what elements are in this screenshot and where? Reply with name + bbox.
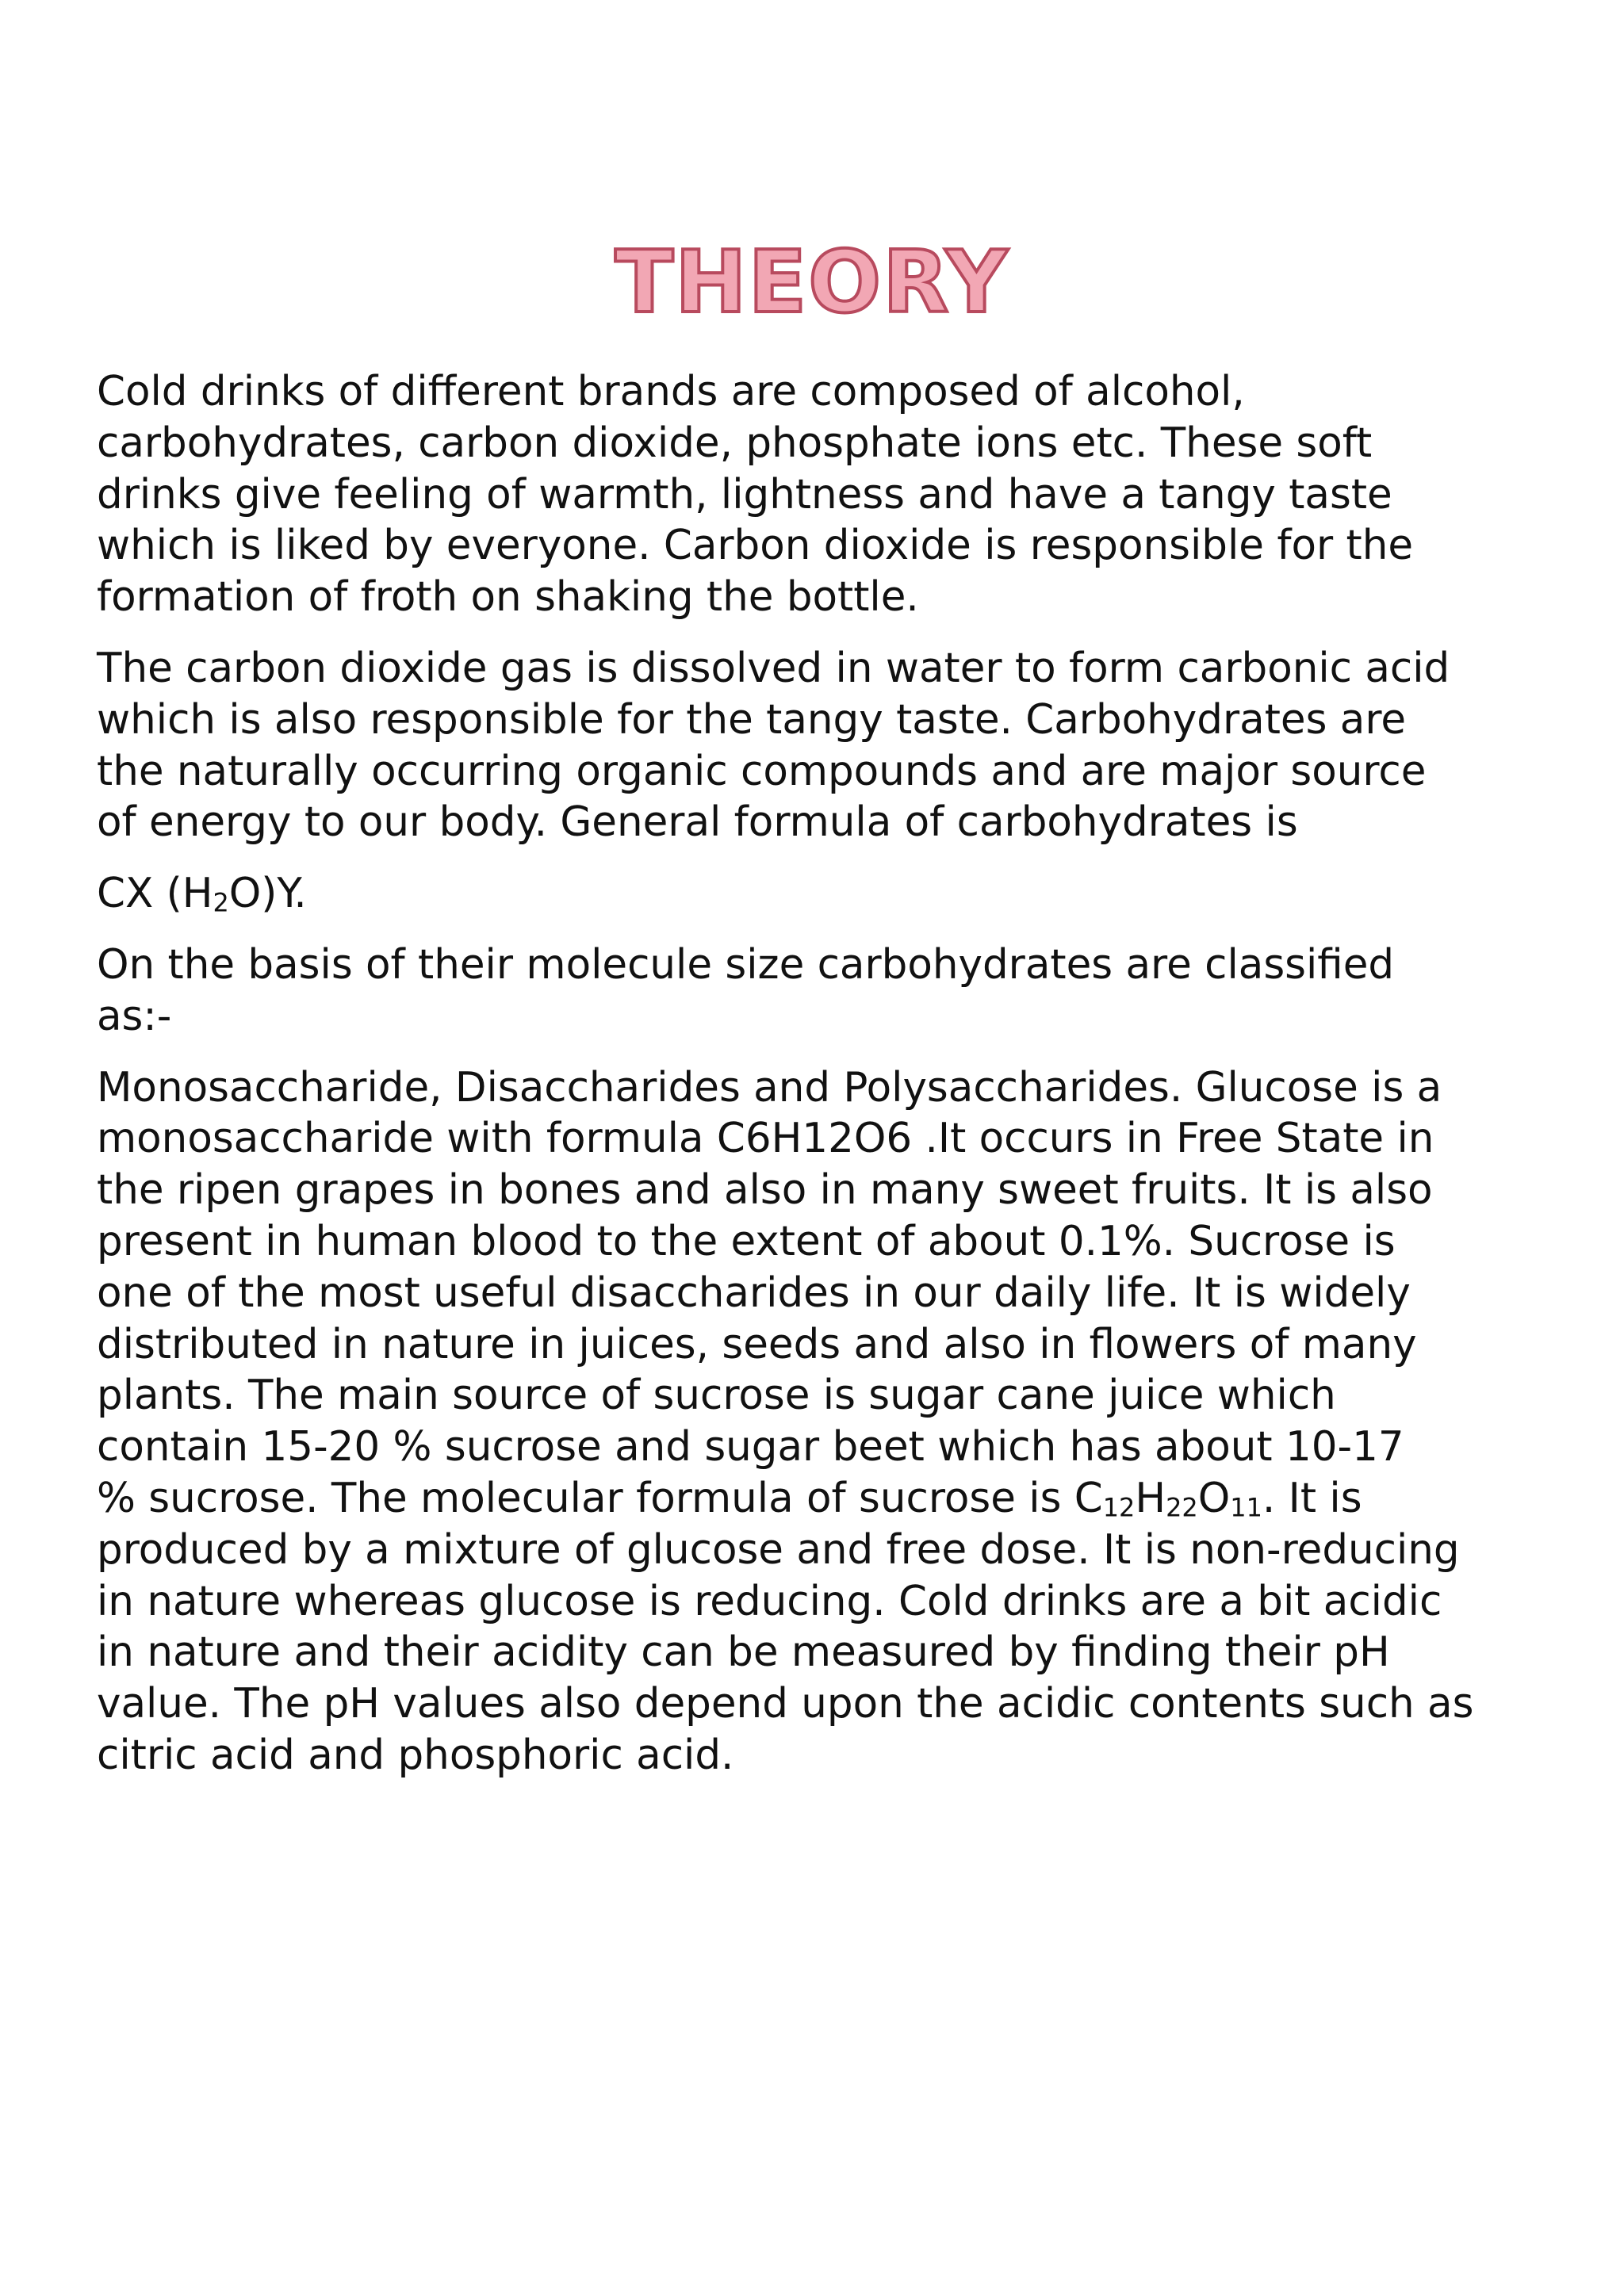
text-line: monosaccharide with formula C6H12O6 .It occurs in Free State in: [97, 1115, 1434, 1163]
text-line: plants. The main source of sucrose is sugar cane juice which: [97, 1372, 1336, 1420]
text-line: value. The pH values also depend upon the acidic contents such as: [97, 1680, 1474, 1728]
text-line: the ripen grapes in bones and also in many sweet fruits. It is also: [97, 1166, 1433, 1215]
sucrose-formula-line: [97, 1473, 1588, 1525]
paragraph-carbonic-acid: [97, 643, 1588, 848]
paragraph-saccharides: [97, 1062, 1588, 1781]
text-line: Cold drinks of different brands are composed of alcohol,: [97, 368, 1245, 415]
text-line: The carbon dioxide gas is dissolved in water to form carbonic acid: [97, 644, 1450, 692]
text-line: in nature and their acidity can be measured by finding their pH: [97, 1628, 1390, 1677]
page-title: THEORY: [615, 233, 1009, 332]
text-line: carbohydrates, carbon dioxide, phosphate ions etc. These soft: [97, 419, 1373, 467]
paragraph-classification: [97, 939, 1588, 1043]
document-body: [97, 366, 1588, 1801]
text-line: one of the most useful disaccharides in our daily life. It is widely: [97, 1269, 1411, 1317]
formula-subscript: 12: [1102, 1492, 1136, 1523]
text-line: produced by a mixture of glucose and free dose. It is non-reducing: [97, 1525, 1460, 1574]
formula-text: H: [1135, 1474, 1166, 1522]
text-line: which is also responsible for the tangy taste. Carbohydrates are: [97, 695, 1407, 744]
text-line: contain 15-20 % sucrose and sugar beet which has about 10-17: [97, 1423, 1404, 1471]
paragraph-general-formula: [97, 868, 1588, 920]
text-line: distributed in nature in juices, seeds and also in flowers of many: [97, 1320, 1417, 1368]
text-line: the naturally occurring organic compounds and are major source: [97, 747, 1427, 795]
text-line: formation of froth on shaking the bottle.: [97, 573, 919, 622]
formula-text: O: [1197, 1474, 1231, 1522]
paragraph-composition: [97, 366, 1588, 623]
text-line: present in human blood to the extent of about 0.1%. Sucrose is: [97, 1217, 1396, 1265]
text-line: in nature whereas glucose is reducing. Cold drinks are a bit acidic: [97, 1577, 1442, 1625]
formula-line: [97, 868, 1588, 920]
formula-subscript: 2: [213, 887, 229, 918]
text-line: which is liked by everyone. Carbon dioxide is responsible for the: [97, 522, 1414, 570]
formula-text: % sucrose. The molecular formula of sucrose is C: [97, 1474, 1103, 1522]
formula-text: CX (H: [97, 870, 213, 918]
text-line: of energy to our body. General formula of carbohydrates is: [97, 798, 1298, 847]
text-line: Monosaccharide, Disaccharides and Polysaccharides. Glucose is a: [97, 1063, 1442, 1112]
formula-subscript: 11: [1230, 1492, 1262, 1523]
text-line: as:-: [97, 992, 172, 1040]
formula-text: O)Y.: [228, 870, 307, 918]
text-line: citric acid and phosphoric acid.: [97, 1731, 734, 1779]
formula-text: . It is: [1262, 1474, 1362, 1522]
formula-subscript: 22: [1166, 1492, 1198, 1523]
text-line: drinks give feeling of warmth, lightness and have a tangy taste: [97, 470, 1392, 519]
text-line: On the basis of their molecule size carbohydrates are classified: [97, 940, 1395, 989]
